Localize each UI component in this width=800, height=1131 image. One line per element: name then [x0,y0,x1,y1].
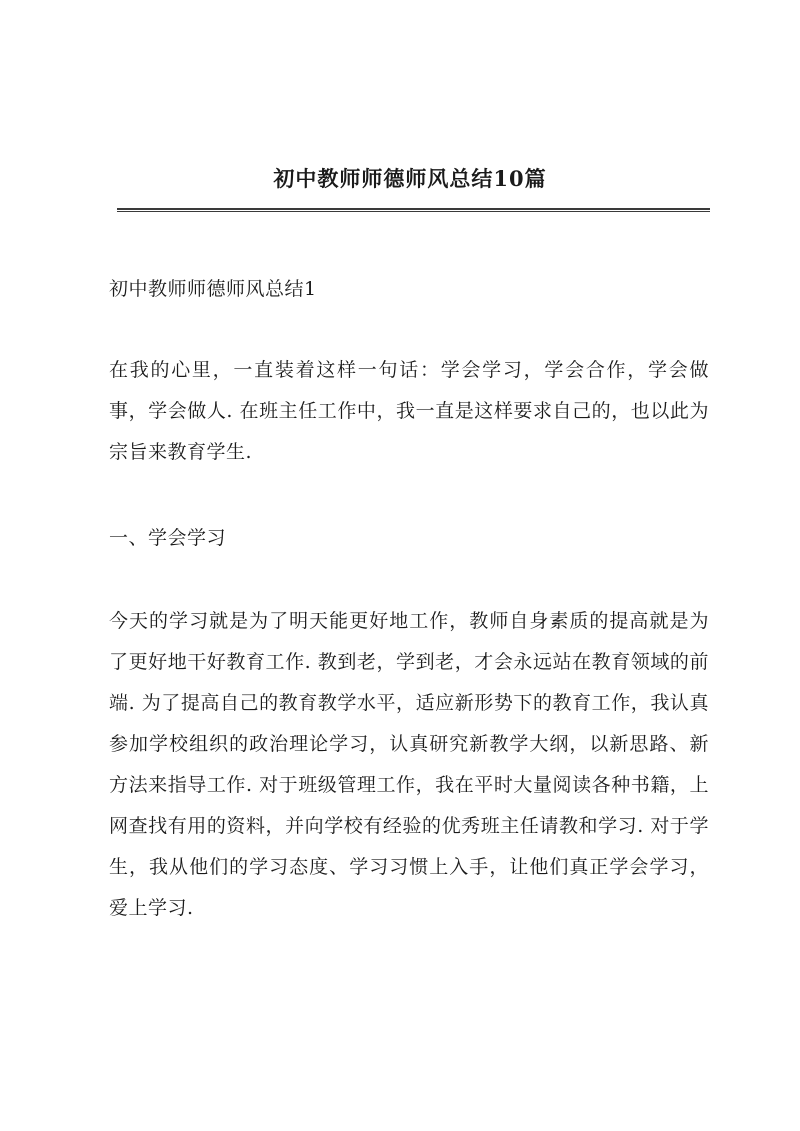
subheading-learn-to-learn: 一、学会学习 [109,527,227,549]
title-divider [117,208,710,212]
section-title: 初中教师师德师风总结1 [109,278,317,300]
body-paragraph: 今天的学习就是为了明天能更好地工作，教师自身素质的提高就是为了更好地干好教育工作. 教到老，学到老，才会永远站在教育领域的前端. 为了提高自己的教育教学水平，适应新形势下的教育工作，我认真参加学校组织的政治理论学习，认真研究新教学大纲，以新思路、新方法来指导工作. 对于班级管理工作，我在平时大量阅读各种书籍，上网查找有用的资料，并向学校有经验的优秀班主任请教和学习. 对于学生，我从他们的学习态度、学习习惯上入手，让他们真正学会学习，爱上学习. [109,610,709,919]
document-title: 初中教师师德师风总结10篇 [273,166,547,191]
intro-paragraph: 在我的心里，一直装着这样一句话：学会学习，学会合作，学会做事，学会做人. 在班主任工作中，我一直是这样要求自己的，也以此为宗旨来教育学生. [109,359,709,463]
